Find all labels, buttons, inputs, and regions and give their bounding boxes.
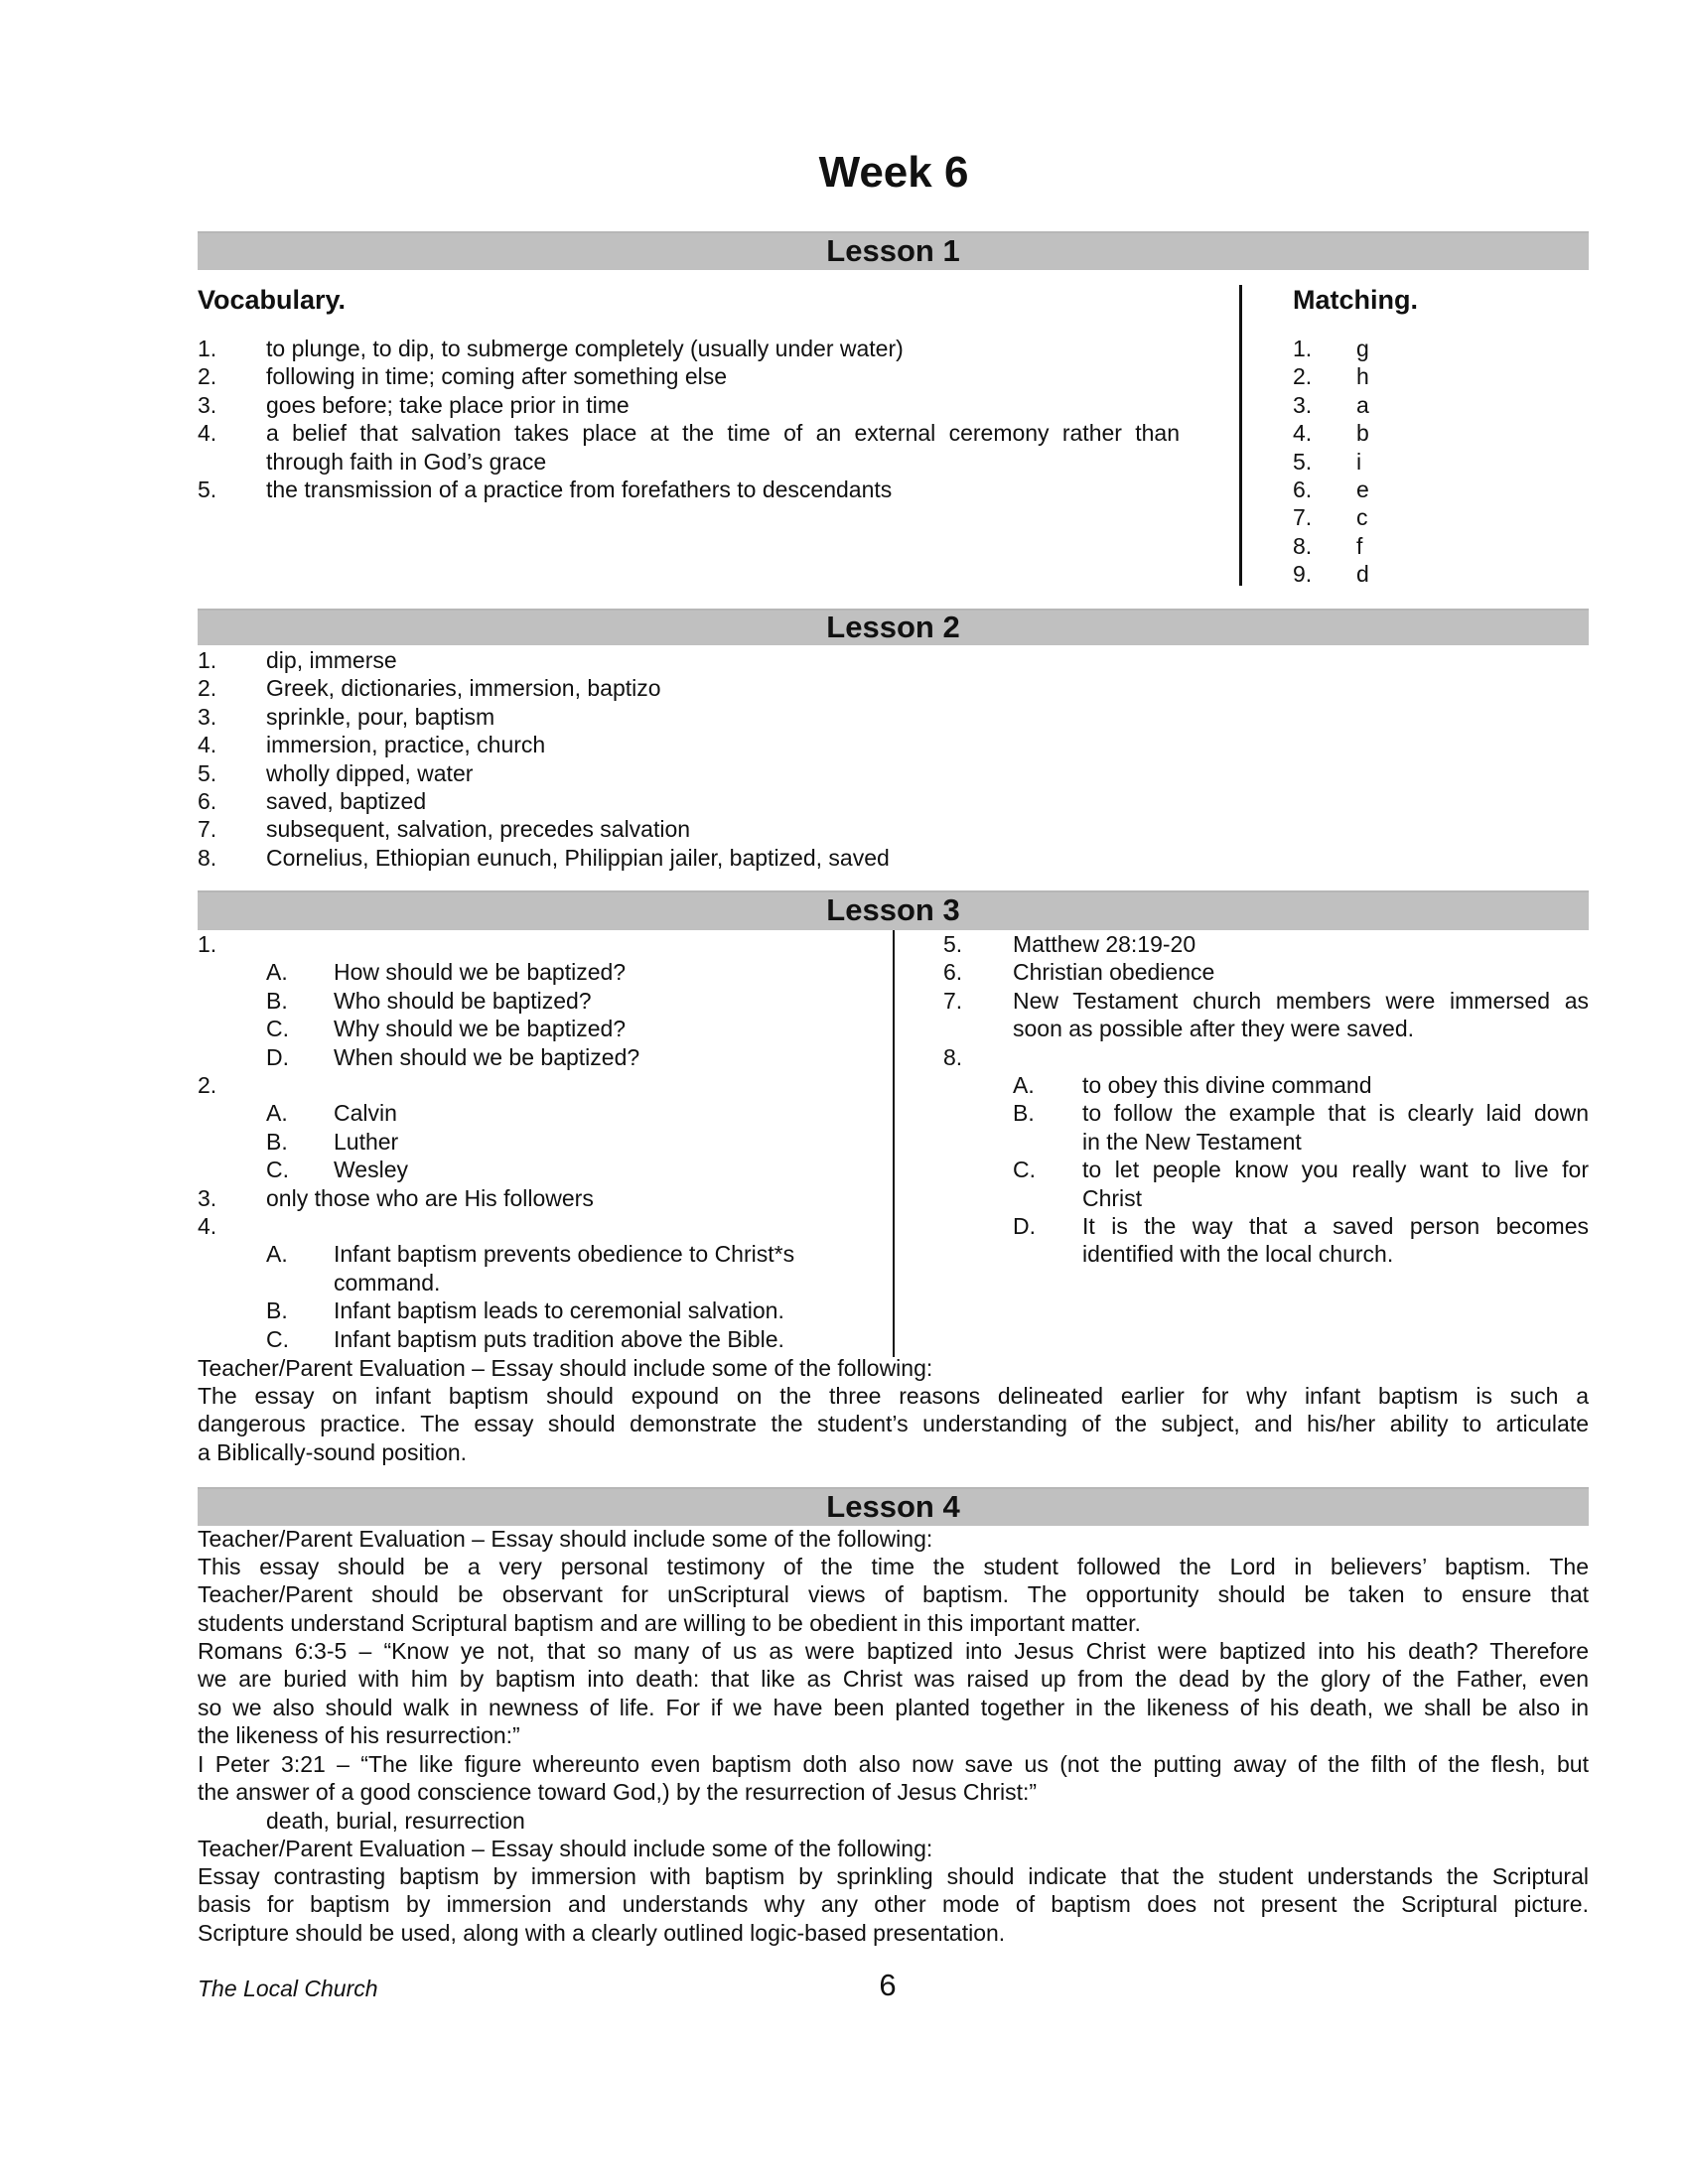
lesson-4-title: Lesson 4 (826, 1489, 960, 1524)
lesson-3-sub-text: Calvin (334, 1100, 397, 1127)
lesson-3-header (198, 890, 1589, 930)
lesson-4-essay-1-line: students understand Scriptural baptism and are willing to be obedient in this important matter. (198, 1609, 1141, 1636)
matching-item-answer: e (1356, 477, 1369, 502)
matching-item-number: 5. (1293, 448, 1313, 475)
lesson-4-essay-1 (198, 1553, 1589, 1637)
lesson-1-divider (1239, 285, 1242, 586)
matching-item-answer: a (1356, 391, 1369, 418)
matching-item-answer: f (1356, 532, 1363, 559)
lesson-4-essay-2-line: Scripture should be used, along with a clearly outlined logic-based presentation. (198, 1919, 1006, 1946)
matching-item-answer: d (1356, 561, 1369, 588)
matching-item-answer: h (1356, 363, 1369, 390)
lesson-3-item-text: Christian obedience (1013, 959, 1215, 986)
lesson-3-sub-letter: B. (1013, 1100, 1035, 1127)
lesson-2-item-text: subsequent, salvation, precedes salvation (266, 816, 691, 843)
lesson-3-item-number: 6. (943, 959, 963, 986)
lesson-3-sub-text: to let people know you really want to live for (1082, 1157, 1589, 1183)
peter-quote-line: the answer of a good conscience toward God,) by the resurrection of Jesus Christ:” (198, 1779, 1038, 1806)
lesson-3-sub-letter: A. (266, 1241, 288, 1268)
vocabulary-item-number: 5. (198, 477, 217, 502)
lesson-3-sub-letter: A. (266, 1100, 288, 1127)
matching-item-answer: b (1356, 420, 1369, 447)
lesson-3-item-number: 7. (943, 987, 963, 1014)
peter-quote-line: I Peter 3:21 – “The like figure whereunto even baptism doth also now save us (not the putting away of the filth of the flesh, but (198, 1751, 1589, 1777)
matching-item-number: 2. (1293, 363, 1313, 390)
lesson-3-sub-letter: B. (266, 987, 288, 1014)
lesson-3-item-text: New Testament church members were immersed as (1013, 987, 1589, 1014)
lesson-3-sub-text: Infant baptism leads to ceremonial salvation. (334, 1297, 784, 1324)
lesson-2-item-text: immersion, practice, church (266, 732, 546, 758)
lesson-3-sub-text: Christ (1082, 1184, 1143, 1211)
matching-item-number: 7. (1293, 504, 1313, 531)
footer-book-title: The Local Church (198, 1976, 378, 2001)
lesson-3-item-number: 1. (198, 931, 217, 957)
lesson-3-sub-letter: C. (266, 1016, 289, 1042)
vocabulary-item-number: 2. (198, 363, 217, 390)
lesson-2-item-number: 8. (198, 844, 217, 871)
lesson-3-sub-text: Infant baptism prevents obedience to Christ*s (334, 1241, 795, 1268)
lesson-3-sub-letter: B. (266, 1128, 288, 1155)
lesson-2-item-number: 5. (198, 759, 217, 786)
vocabulary-item-text: following in time; coming after something else (266, 363, 728, 390)
matching-item-number: 3. (1293, 391, 1313, 418)
romans-quote-line: the likeness of his resurrection:” (198, 1722, 520, 1749)
lesson-4-essay-2 (198, 1862, 1589, 1947)
lesson-2-item-text: Cornelius, Ethiopian eunuch, Philippian jailer, baptized, saved (266, 844, 890, 871)
lesson-3-item-text: soon as possible after they were saved. (1013, 1016, 1415, 1042)
lesson-2-item-text: saved, baptized (266, 788, 427, 814)
romans-quote (198, 1637, 1589, 1750)
lesson-2-title: Lesson 2 (826, 610, 960, 644)
lesson-3-sub-text: Why should we be baptized? (334, 1016, 627, 1042)
lesson-3-evaluation-label: Teacher/Parent Evaluation – Essay should include some of the following: (198, 1355, 933, 1381)
lesson-2-item-number: 2. (198, 675, 217, 702)
lesson-3-item-number: 4. (198, 1213, 217, 1239)
vocabulary-item-number: 3. (198, 391, 217, 418)
lesson-3-sub-letter: C. (266, 1325, 289, 1352)
matching-item-number: 4. (1293, 420, 1313, 447)
vocabulary-item-text: the transmission of a practice from forefathers to descendants (266, 477, 893, 502)
lesson-1-header (198, 231, 1589, 270)
lesson-4-answer: death, burial, resurrection (266, 1808, 525, 1834)
lesson-3-sub-text: in the New Testament (1082, 1128, 1302, 1155)
lesson-4-essay-2-line: basis for baptism by immersion and understands why any other mode of baptism does not present the Scriptural picture. (198, 1891, 1589, 1918)
lesson-2-item-text: sprinkle, pour, baptism (266, 703, 495, 730)
lesson-3-item-text: only those who are His followers (266, 1184, 594, 1211)
lesson-2-item-number: 1. (198, 647, 217, 673)
lesson-3-divider (893, 930, 895, 1357)
lesson-2-item-number: 4. (198, 732, 217, 758)
lesson-3-sub-letter: B. (266, 1297, 288, 1324)
matching-item-number: 9. (1293, 561, 1313, 588)
lesson-3-sub-text: When should we be baptized? (334, 1043, 640, 1070)
page-title: Week 6 (818, 148, 969, 197)
lesson-4-essay-1-line: This essay should be a very personal testimony of the time the student followed the Lord in believers’ baptism. The (198, 1554, 1589, 1579)
romans-quote-line: Romans 6:3-5 – “Know ye not, that so many of us as were baptized into Jesus Christ were baptized into his death? Therefore (198, 1638, 1589, 1664)
peter-quote (198, 1750, 1589, 1807)
lesson-4-evaluation-label-2: Teacher/Parent Evaluation – Essay should include some of the following: (198, 1836, 933, 1861)
matching-item-answer: g (1356, 336, 1369, 361)
vocabulary-heading: Vocabulary. (198, 285, 347, 315)
matching-item-number: 8. (1293, 532, 1313, 559)
lesson-3-sub-text: How should we be baptized? (334, 959, 627, 986)
lesson-3-item-number: 3. (198, 1184, 217, 1211)
lesson-2-item-number: 7. (198, 816, 217, 843)
lesson-3-sub-text: Infant baptism puts tradition above the Bible. (334, 1325, 784, 1352)
lesson-3-evaluation-line: dangerous practice. The essay should demonstrate the student’s understanding of the subject, and his/her ability to articulate (198, 1411, 1589, 1437)
lesson-4-header (198, 1487, 1589, 1526)
lesson-3-sub-letter: A. (1013, 1072, 1035, 1098)
lesson-3-sub-text: identified with the local church. (1082, 1241, 1394, 1268)
lesson-2-item-text: dip, immerse (266, 647, 397, 673)
lesson-3-sub-letter: D. (1013, 1213, 1036, 1239)
lesson-4-essay-1-line: Teacher/Parent should be observant for unScriptural views of baptism. The opportunity should be taken to ensure that (198, 1581, 1589, 1608)
lesson-4-essay-2-line: Essay contrasting baptism by immersion with baptism by sprinkling should indicate that the student understands the Scriptural (198, 1863, 1589, 1889)
matching-item-answer: c (1356, 504, 1368, 531)
lesson-3-evaluation-text (198, 1382, 1589, 1466)
lesson-3-sub-text: to obey this divine command (1082, 1072, 1372, 1098)
lesson-2-item-number: 3. (198, 703, 217, 730)
lesson-1-title: Lesson 1 (826, 233, 960, 268)
vocabulary-item-text: goes before; take place prior in time (266, 391, 630, 418)
lesson-3-sub-text: Who should be baptized? (334, 987, 592, 1014)
lesson-3-title: Lesson 3 (826, 892, 960, 927)
lesson-3-sub-letter: D. (266, 1043, 289, 1070)
romans-quote-line: so we also should walk in newness of life. For if we have been planted together in the likeness of his death, we shall be also in (198, 1694, 1589, 1720)
lesson-3-sub-text: command. (334, 1269, 441, 1296)
vocabulary-item-text: a belief that salvation takes place at the time of an external ceremony rather than (266, 420, 1180, 447)
lesson-3-item-text: Matthew 28:19-20 (1013, 931, 1196, 957)
matching-item-number: 1. (1293, 336, 1313, 361)
lesson-3-item-number: 8. (943, 1043, 963, 1070)
lesson-2-item-text: Greek, dictionaries, immersion, baptizo (266, 675, 661, 702)
lesson-4-evaluation-label-1: Teacher/Parent Evaluation – Essay should include some of the following: (198, 1526, 933, 1552)
vocabulary-item-text: to plunge, to dip, to submerge completely (usually under water) (266, 336, 904, 361)
lesson-3-evaluation-line: a Biblically-sound position. (198, 1438, 468, 1465)
lesson-2-item-number: 6. (198, 788, 217, 814)
matching-heading: Matching. (1293, 285, 1418, 315)
lesson-3-evaluation-line: The essay on infant baptism should expound on the three reasons delineated earlier for why infant baptism is such a (198, 1383, 1589, 1409)
vocabulary-item-number: 4. (198, 420, 217, 447)
lesson-2-item-text: wholly dipped, water (266, 759, 474, 786)
lesson-2-header (198, 609, 1589, 645)
lesson-3-sub-letter: A. (266, 959, 288, 986)
lesson-3-sub-text: Wesley (334, 1157, 408, 1183)
lesson-3-item-number: 2. (198, 1072, 217, 1098)
lesson-3-sub-text: to follow the example that is clearly laid down (1082, 1100, 1589, 1127)
vocabulary-item-number: 1. (198, 336, 217, 361)
vocabulary-item-text: through faith in God’s grace (266, 448, 547, 475)
lesson-3-item-number: 5. (943, 931, 963, 957)
page-number: 6 (879, 1968, 897, 2002)
lesson-3-sub-text: Luther (334, 1128, 399, 1155)
romans-quote-line: we are buried with him by baptism into death: that like as Christ was raised up from the dead by the glory of the Father, even (198, 1666, 1589, 1693)
matching-item-answer: i (1356, 448, 1362, 475)
lesson-3-sub-text: It is the way that a saved person becomes (1082, 1213, 1589, 1239)
lesson-3-sub-letter: C. (1013, 1157, 1036, 1183)
lesson-3-sub-letter: C. (266, 1157, 289, 1183)
matching-item-number: 6. (1293, 477, 1313, 502)
